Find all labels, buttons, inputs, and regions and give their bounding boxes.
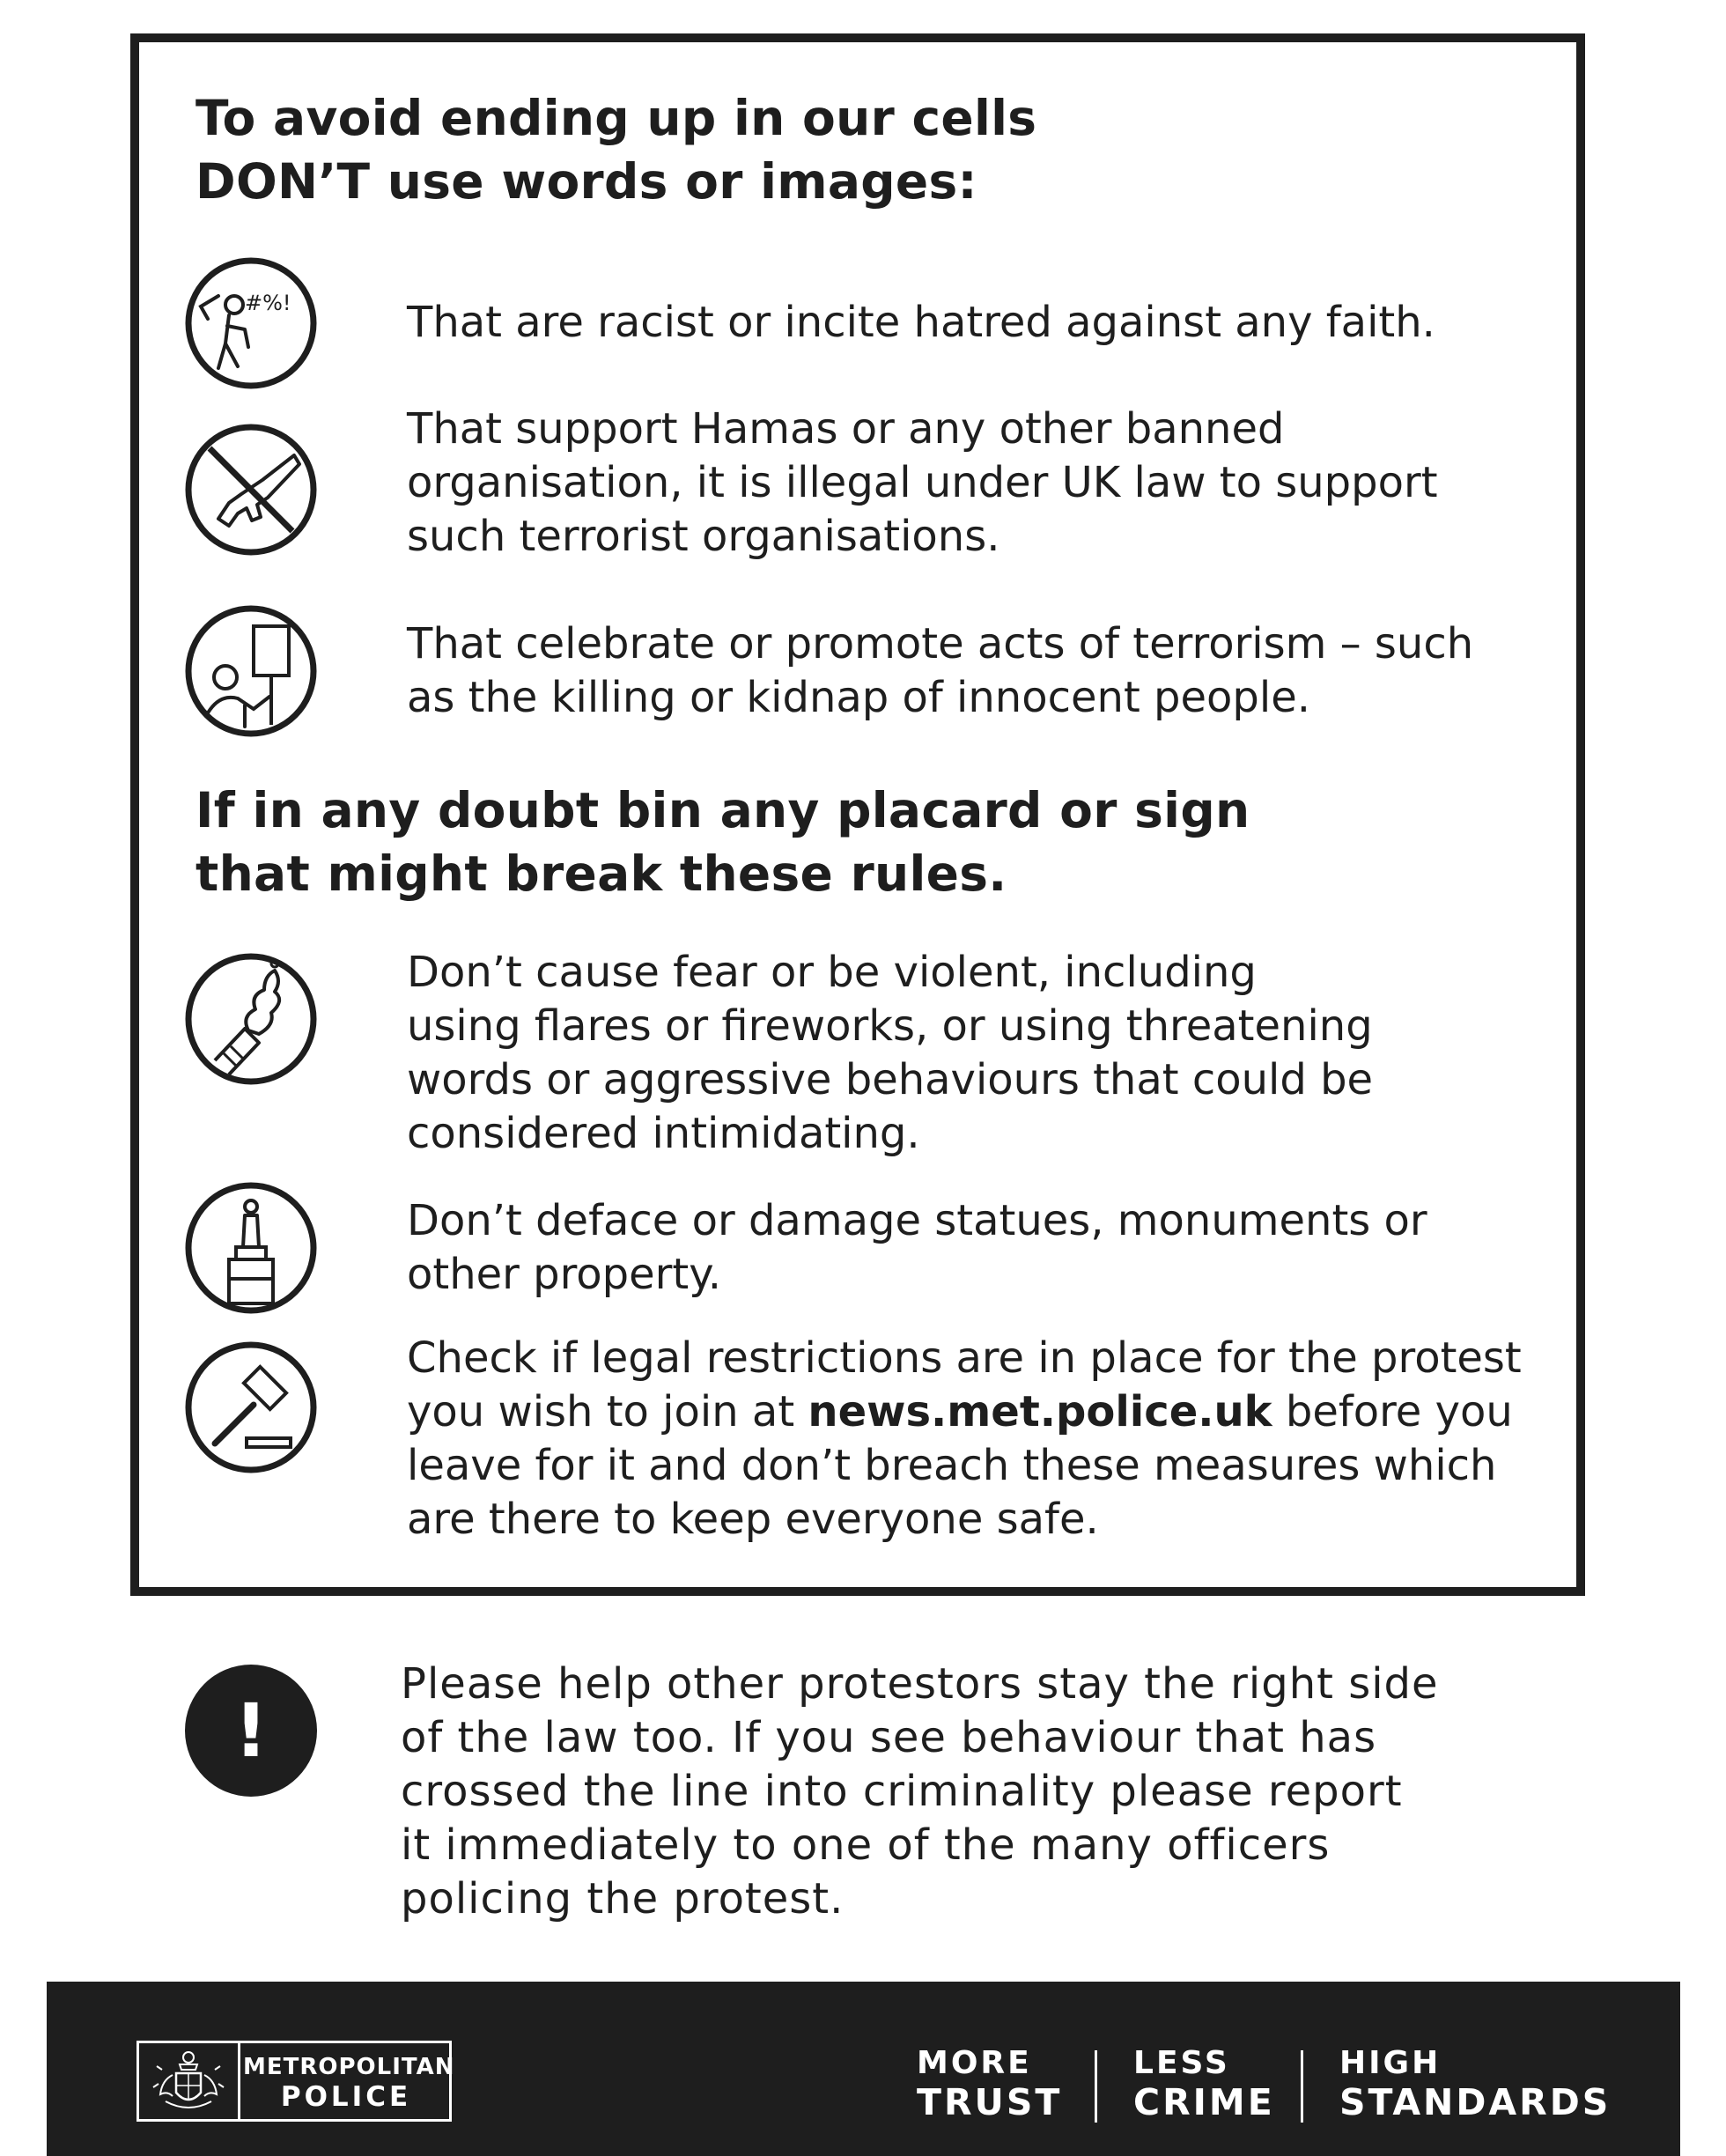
expletive-symbols: #%!: [245, 291, 291, 315]
motto-more-trust: [917, 2045, 1062, 2123]
rule-line: words or aggressive behaviours that could be: [407, 1055, 1374, 1104]
heading-bin-placard: [195, 779, 1250, 905]
exclamation-mark: !: [233, 1687, 269, 1774]
motto-top: MORE: [917, 2045, 1032, 2081]
logo-line1: METROPOLITAN: [243, 2054, 455, 2080]
rule-line: considered intimidating.: [407, 1109, 920, 1158]
police-crest-icon: [146, 2049, 231, 2115]
rule-line: Don’t cause fear or be violent, including: [407, 948, 1257, 997]
rule-line: other property.: [407, 1250, 722, 1299]
rule-racist-hatred: [407, 296, 1543, 350]
notice-line: policing the protest.: [401, 1874, 845, 1923]
person-with-placard-icon: [183, 603, 319, 739]
rule-legal-restrictions: [407, 1332, 1543, 1547]
motto-divider: [1095, 2050, 1097, 2123]
exclamation-icon: [183, 1663, 319, 1798]
rule-line: such terrorist organisations.: [407, 512, 1000, 561]
rule-line: organisation, it is illegal under UK law to support: [407, 458, 1438, 507]
rule-line: are there to keep everyone safe.: [407, 1495, 1099, 1544]
motto-top: LESS: [1133, 2045, 1230, 2081]
rule-line: [407, 1385, 1543, 1439]
logo-wordmark: [243, 2052, 455, 2113]
motto-bottom: CRIME: [1133, 2081, 1275, 2123]
motto-bottom: TRUST: [917, 2081, 1063, 2123]
heading-line: that might break these rules.: [195, 845, 1007, 902]
notice-line: it immediately to one of the many officers: [401, 1820, 1331, 1870]
crossed-out-rifle-icon: [183, 422, 319, 557]
heading-line: DON’T use words or images:: [195, 153, 977, 210]
motto-high-standards: [1339, 2045, 1611, 2123]
report-notice: [401, 1658, 1563, 1926]
notice-line: Please help other protestors stay the right side: [401, 1659, 1439, 1709]
rule-terrorism-celebration: [407, 617, 1543, 725]
flare-icon: [183, 951, 319, 1087]
notice-line: crossed the line into criminality please report: [401, 1767, 1403, 1816]
motto-less-crime: [1133, 2045, 1275, 2123]
motto-top: HIGH: [1339, 2045, 1442, 2081]
met-police-news-link[interactable]: news.met.police.uk: [808, 1387, 1272, 1436]
footer-bar: [47, 1982, 1680, 2156]
heading-line: If in any doubt bin any placard or sign: [195, 782, 1250, 838]
gavel-icon: [183, 1340, 319, 1475]
rule-line: That support Hamas or any other banned: [407, 404, 1285, 454]
heading-avoid-cells: [195, 86, 1036, 213]
rule-line: Check if legal restrictions are in place for the protest: [407, 1333, 1522, 1383]
rule-line: leave for it and don’t breach these measures which: [407, 1441, 1497, 1490]
rule-text: before you: [1272, 1387, 1513, 1436]
rule-line: using flares or fireworks, or using threatening: [407, 1001, 1373, 1051]
rule-deface-damage: [407, 1194, 1543, 1302]
rule-line: That are racist or incite hatred against any faith.: [407, 298, 1435, 347]
statue-icon: [183, 1180, 319, 1316]
rule-fear-violence: [407, 946, 1543, 1161]
met-police-logo: [136, 2041, 455, 2122]
heading-line: To avoid ending up in our cells: [195, 90, 1037, 146]
logo-line2: POLICE: [280, 2081, 412, 2113]
shouting-person-icon: [183, 255, 319, 391]
rule-line: Don’t deface or damage statues, monuments or: [407, 1196, 1427, 1245]
logo-divider: [238, 2043, 240, 2119]
motto-divider: [1301, 2050, 1303, 2123]
motto-bottom: STANDARDS: [1339, 2081, 1612, 2123]
notice-line: of the law too. If you see behaviour that has: [401, 1713, 1377, 1762]
rule-banned-organisations: [407, 402, 1543, 564]
rule-line: as the killing or kidnap of innocent people.: [407, 673, 1310, 722]
rule-line: That celebrate or promote acts of terrorism – such: [407, 619, 1474, 668]
rule-text: you wish to join at: [407, 1387, 808, 1436]
